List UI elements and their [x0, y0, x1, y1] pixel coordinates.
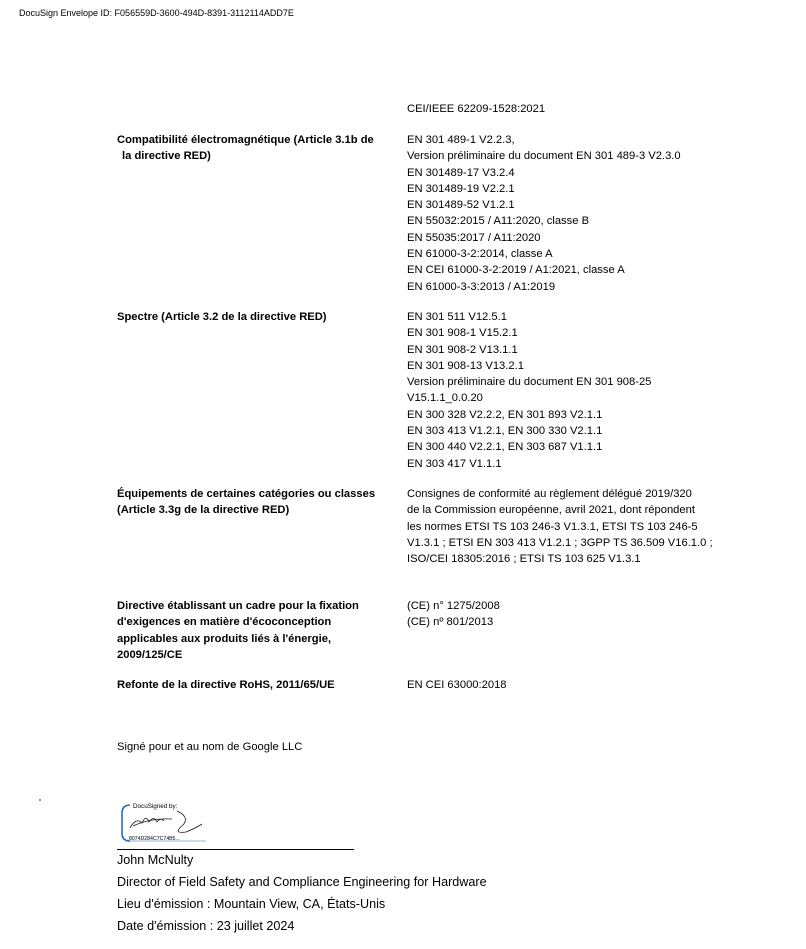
section-label	[117, 132, 397, 165]
value-line: les normes ETSI TS 103 246-3 V1.3.1, ETSI TS 103 246-5	[407, 520, 698, 533]
value-line: EN CEI 63000:2018	[407, 679, 507, 691]
section-label	[117, 598, 397, 663]
value-line: EN 301489-17 V3.2.4	[407, 166, 515, 179]
label-line: Compatibilité électromagnétique (Article 3.1b de	[117, 134, 374, 146]
value-line: de la Commission européenne, avril 2021, dont répondent	[407, 504, 695, 517]
value-line: EN 301 908-1 V15.2.1	[407, 327, 518, 340]
signed-on-behalf: Signé pour et au nom de Google LLC	[117, 741, 303, 753]
label-line: 2009/125/CE	[117, 648, 183, 661]
value-line: Consignes de conformité au règlement délégué 2019/320	[407, 488, 692, 500]
value-line: CEI/IEEE 62209-1528:2021	[407, 103, 546, 115]
label-line: Refonte de la directive RoHS, 2011/65/UE	[117, 679, 335, 691]
value-line: EN 55032:2015 / A11:2020, classe B	[407, 215, 590, 228]
section-values	[407, 132, 747, 295]
value-line: EN 300 328 V2.2.2, EN 301 893 V2.1.1	[407, 408, 603, 421]
section-label	[117, 677, 397, 693]
value-line: V1.3.1 ; ETSI EN 303 413 V1.2.1 ; 3GPP TS 36.509 V16.1.0 ;	[407, 536, 713, 549]
value-line: EN 301 908-2 V13.1.1	[407, 343, 518, 356]
value-line: EN 300 440 V2.2.1, EN 303 687 V1.1.1	[407, 441, 603, 454]
value-line: EN 301 489-1 V2.2.3,	[407, 134, 515, 146]
label-line: (Article 3.3g de la directive RED)	[117, 504, 290, 517]
section-label	[117, 309, 397, 325]
label-line: la directive RED)	[122, 150, 211, 163]
value-line: Version préliminaire du document EN 301 489-3 V2.3.0	[407, 150, 681, 163]
value-line: EN 61000-3-3:2013 / A1:2019	[407, 280, 556, 293]
value-line: ISO/CEI 18305:2016 ; ETSI TS 103 625 V1.3.1	[407, 553, 641, 566]
value-line: EN 303 417 V1.1.1	[407, 457, 502, 470]
section-values	[407, 677, 747, 693]
label-line: Équipements de certaines catégories ou classes	[117, 488, 376, 500]
signer-name: John McNulty	[117, 853, 194, 867]
signer-code: 8074D284C7C74B5...	[129, 836, 180, 842]
section-values	[407, 309, 747, 472]
value-line: EN 55035:2017 / A11:2020	[407, 231, 541, 244]
value-line: EN 303 413 V1.2.1, EN 300 330 V2.1.1	[407, 425, 603, 438]
docusign-signature	[120, 801, 206, 842]
signature-line	[117, 849, 354, 850]
date-of-issue: Date d'émission : 23 juillet 2024	[117, 919, 295, 933]
label-line: applicables aux produits liés à l'énergie,	[117, 632, 332, 645]
section-values	[407, 101, 747, 117]
envelope-id: DocuSign Envelope ID: F056559D-3600-494D-8391-3112114ADD7E	[19, 8, 294, 18]
docusigned-by-label: DocuSigned by:	[133, 803, 178, 810]
label-line: Directive établissant un cadre pour la fixation	[117, 600, 359, 612]
label-line: Spectre (Article 3.2 de la directive RED)	[117, 311, 327, 323]
value-line: EN 301 511 V12.5.1	[407, 311, 507, 323]
signer-title: Director of Field Safety and Compliance Engineering for Hardware	[117, 875, 487, 889]
value-line: EN 61000-3-2:2014, classe A	[407, 248, 553, 261]
value-line: EN CEI 61000-3-2:2019 / A1:2021, classe A	[407, 264, 625, 277]
value-line: V15.1.1_0.0.20	[407, 392, 483, 405]
section-values	[407, 598, 747, 631]
value-line: EN 301489-52 V1.2.1	[407, 199, 515, 212]
handwritten-signature	[130, 811, 202, 832]
place-of-issue: Lieu d'émission : Mountain View, CA, États-Unis	[117, 897, 386, 911]
section-label	[117, 486, 397, 519]
value-line: EN 301 908-13 V13.2.1	[407, 359, 524, 372]
value-line: Version préliminaire du document EN 301 908-25	[407, 376, 652, 389]
label-line: d'exigences en matière d'écoconception	[117, 616, 332, 629]
value-line: EN 301489-19 V2.2.1	[407, 182, 515, 195]
value-line: (CE) n° 1275/2008	[407, 600, 500, 612]
section-values	[407, 486, 747, 567]
stray-mark	[39, 799, 41, 801]
value-line: (CE) nº 801/2013	[407, 616, 494, 629]
